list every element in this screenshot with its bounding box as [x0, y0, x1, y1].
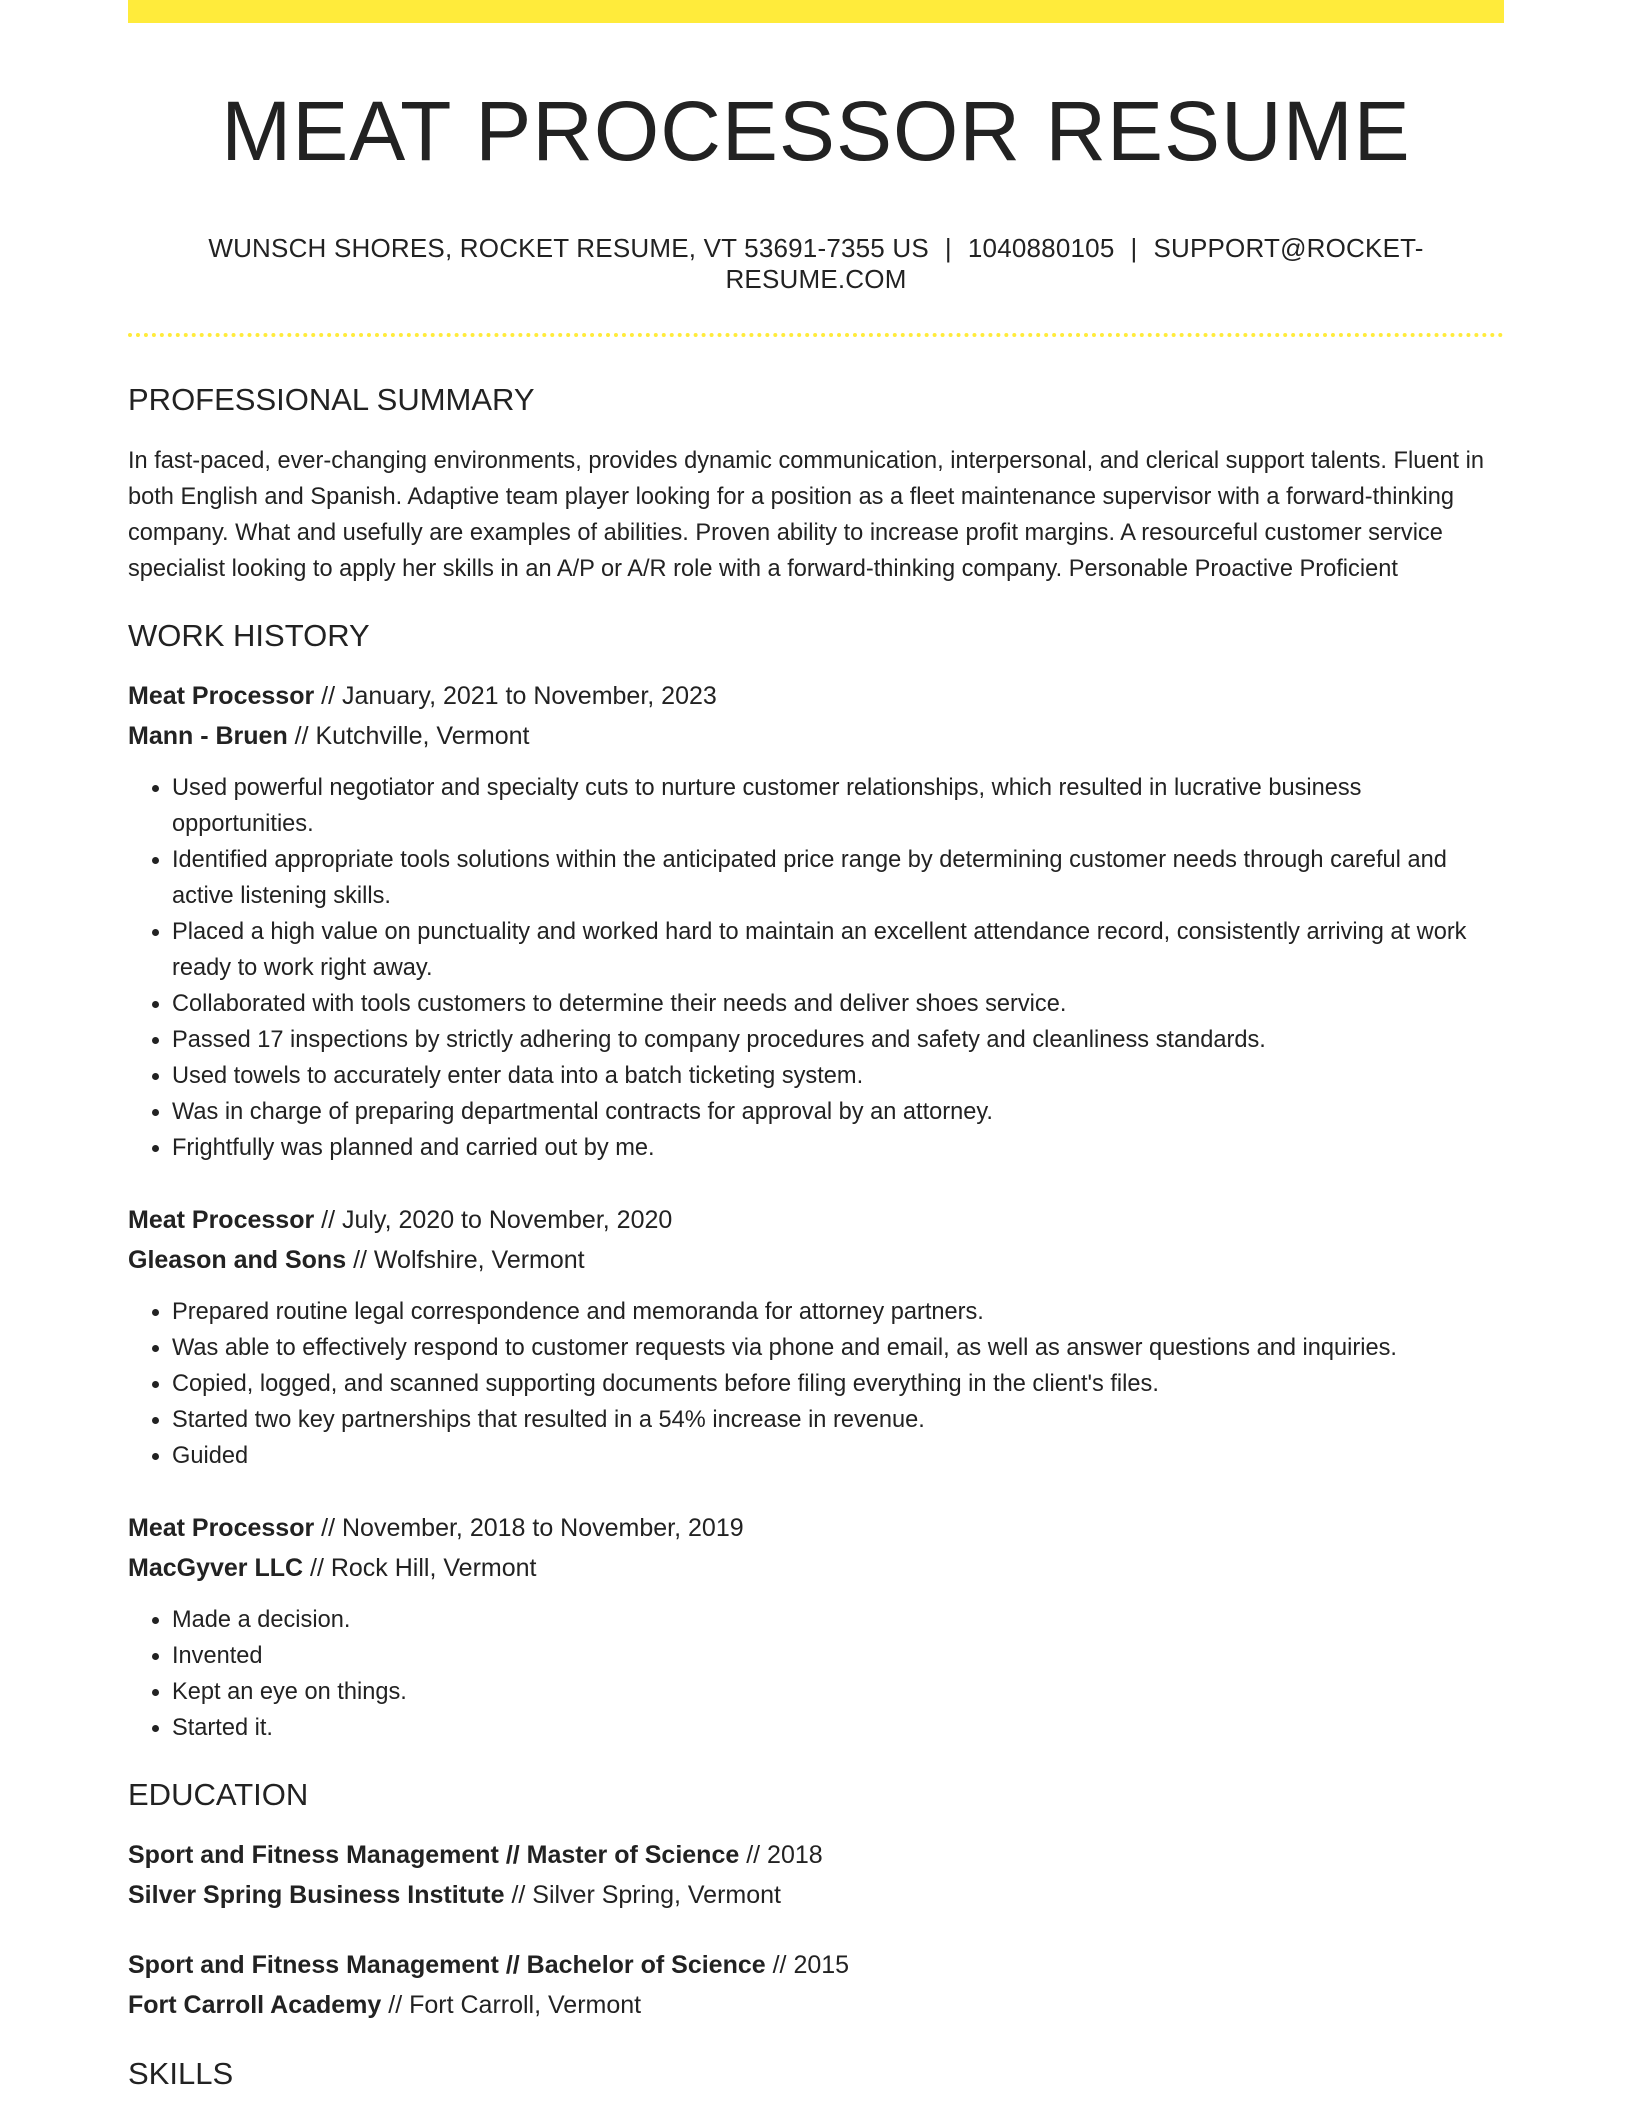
job-title-line: [128, 1200, 1504, 1240]
school-line: [128, 1985, 1504, 2025]
job-bullet: • Started two key partnerships that resulted in a 54% increase in revenue.: [172, 1402, 1504, 1438]
school-location: // Fort Carroll, Vermont: [388, 1990, 642, 2019]
degree-line: [128, 1945, 1504, 1985]
job-dates: // January, 2021 to November, 2023: [321, 681, 717, 710]
job-bullet: • Was in charge of preparing departmental contracts for approval by an attorney.: [172, 1094, 1504, 1130]
summary-text: In fast-paced, ever-changing environments, provides dynamic communication, interpersonal, and clerical support talents. Fluent in both English and Spanish. Adaptive team player looking for a position as a fleet maintenance supervisor with a forward-thinking company. What and usefully are examples of abilities. Proven ability to increase profit margins. A resourceful customer service specialist looking to apply her skills in an A/P or A/R role with a forward-thinking company. Personable Proactive Proficient: [128, 447, 1485, 582]
job-dates: // July, 2020 to November, 2020: [321, 1205, 673, 1234]
degree: Sport and Fitness Management // Master of Science: [128, 1840, 740, 1869]
contact-email: SUPPORT@ROCKET-RESUME.COM: [725, 233, 1424, 295]
job-bullet: • Guided: [172, 1438, 1504, 1474]
job-bullet: • Was able to effectively respond to customer requests via phone and email, as well as answer questions and inquiries.: [172, 1330, 1504, 1366]
job-location: // Wolfshire, Vermont: [353, 1245, 585, 1274]
job-bullet: • Started it.: [172, 1710, 1504, 1746]
contact-separator: |: [944, 233, 952, 264]
job-entry: [128, 1200, 1504, 1474]
job-bullet: • Made a decision.: [172, 1602, 1504, 1638]
job-bullet: • Passed 17 inspections by strictly adhering to company procedures and safety and cleanliness standards.: [172, 1022, 1504, 1058]
job-bullet: • Prepared routine legal correspondence and memoranda for attorney partners.: [172, 1294, 1504, 1330]
job-bullet: • Placed a high value on punctuality and worked hard to maintain an excellent attendance record, consistently arriving at work ready to work right away.: [172, 914, 1504, 986]
job-bullet: • Identified appropriate tools solutions within the anticipated price range by determining customer needs through careful and active listening skills.: [172, 842, 1504, 914]
job-bullet-list: [128, 1294, 1504, 1474]
resume-page: [128, 0, 1504, 2092]
school-line: [128, 1875, 1504, 1915]
job-title: Meat Processor: [128, 681, 315, 710]
job-title: Meat Processor: [128, 1205, 315, 1234]
top-accent-bar: [128, 0, 1504, 23]
job-bullet: • Invented: [172, 1638, 1504, 1674]
job-entry: [128, 676, 1504, 1166]
school-location: // Silver Spring, Vermont: [511, 1880, 781, 1909]
job-title-line: [128, 1508, 1504, 1548]
work-history-heading: WORK HISTORY: [128, 617, 370, 653]
job-location: // Kutchville, Vermont: [294, 721, 530, 750]
job-dates: // November, 2018 to November, 2019: [321, 1513, 744, 1542]
school-name: Fort Carroll Academy: [128, 1990, 382, 2019]
resume-title: MEAT PROCESSOR RESUME: [221, 84, 1411, 178]
graduation-year: // 2018: [746, 1840, 823, 1869]
education-heading: EDUCATION: [128, 1776, 309, 1812]
job-bullet: • Frightfully was planned and carried out by me.: [172, 1130, 1504, 1166]
job-bullet-list: [128, 1602, 1504, 1746]
education-entry: [128, 1835, 1504, 1915]
job-bullet-list: [128, 770, 1504, 1166]
job-entry: [128, 1508, 1504, 1746]
job-location: // Rock Hill, Vermont: [310, 1553, 537, 1582]
job-company: MacGyver LLC: [128, 1553, 304, 1582]
dotted-divider: [128, 333, 1504, 337]
job-bullet: • Used powerful negotiator and specialty cuts to nurture customer relationships, which resulted in lucrative business opportunities.: [172, 770, 1504, 842]
contact-address: WUNSCH SHORES, ROCKET RESUME, VT 53691-7355 US: [208, 233, 929, 264]
degree-line: [128, 1835, 1504, 1875]
job-company-line: [128, 716, 1504, 756]
job-company: Gleason and Sons: [128, 1245, 347, 1274]
job-title-line: [128, 676, 1504, 716]
job-bullet: • Collaborated with tools customers to determine their needs and deliver shoes service.: [172, 986, 1504, 1022]
summary-heading: PROFESSIONAL SUMMARY: [128, 382, 535, 418]
job-bullet: • Used towels to accurately enter data into a batch ticketing system.: [172, 1058, 1504, 1094]
degree: Sport and Fitness Management // Bachelor of Science: [128, 1950, 766, 1979]
graduation-year: // 2015: [772, 1950, 850, 1979]
job-company: Mann - Bruen: [128, 721, 288, 750]
skills-heading: SKILLS: [128, 2055, 234, 2091]
job-company-line: [128, 1548, 1504, 1588]
job-company-line: [128, 1240, 1504, 1280]
contact-separator: |: [1130, 233, 1138, 264]
school-name: Silver Spring Business Institute: [128, 1880, 505, 1909]
contact-line: [128, 233, 1504, 295]
contact-phone: 1040880105: [967, 233, 1115, 264]
job-title: Meat Processor: [128, 1513, 315, 1542]
education-entry: [128, 1945, 1504, 2025]
job-bullet: • Kept an eye on things.: [172, 1674, 1504, 1710]
job-bullet: • Copied, logged, and scanned supporting documents before filing everything in the client's files.: [172, 1366, 1504, 1402]
